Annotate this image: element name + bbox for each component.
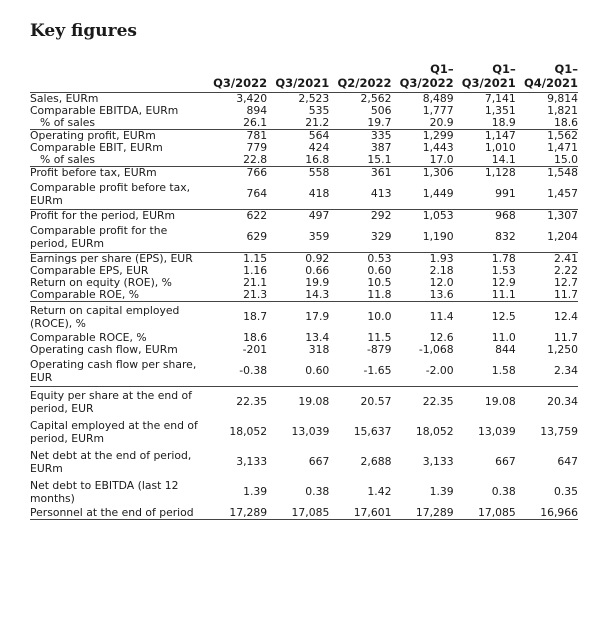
table-cell: 335 (370, 129, 392, 142)
header-corner (30, 62, 205, 93)
row-label: Return on capital employed (ROCE), % (30, 304, 180, 330)
table-cell: 844 (495, 343, 516, 356)
table-cell: 22.35 (422, 395, 454, 408)
table-cell: 329 (370, 230, 392, 243)
row-label: Operating profit, EURm (30, 129, 156, 142)
table-cell: 3,133 (422, 455, 454, 468)
table-cell: 11.8 (367, 288, 392, 301)
table-cell: -1,068 (418, 343, 454, 356)
row-label: Comparable profit for the period, EURm (30, 224, 168, 250)
column-header-line: Q3/2021 (275, 76, 330, 90)
table-cell: 1.39 (429, 485, 454, 498)
table-row (30, 289, 578, 302)
table-cell: 11.1 (491, 288, 516, 301)
table-cell: 1,562 (547, 129, 578, 142)
table-row (30, 447, 578, 477)
table-row (30, 302, 578, 333)
table-cell: 18.6 (243, 331, 268, 344)
table-cell: 2,562 (360, 92, 392, 105)
table-cell: 7,141 (484, 92, 516, 105)
table-body (30, 93, 578, 520)
table-cell: -201 (242, 343, 268, 356)
row-label: Operating cash flow, EURm (30, 343, 178, 356)
table-cell: 667 (308, 455, 330, 468)
column-header (391, 62, 453, 93)
table-cell: 14.3 (305, 288, 330, 301)
table-cell: 13.4 (305, 331, 330, 344)
column-header-line: Q1– (430, 62, 454, 76)
table-row (30, 154, 578, 167)
table-cell: 0.60 (367, 264, 392, 277)
table-cell: 1,821 (547, 104, 578, 117)
table-cell: 12.9 (491, 276, 516, 289)
table-cell: 781 (246, 129, 268, 142)
key-figures-table (30, 62, 578, 520)
table-cell: 10.0 (367, 310, 392, 323)
table-cell: 12.6 (429, 331, 454, 344)
table-cell: 629 (246, 230, 268, 243)
table-cell: 1,053 (422, 209, 454, 222)
table-cell: 13,039 (478, 425, 516, 438)
table-cell: 3,420 (236, 92, 268, 105)
row-label: Earnings per share (EPS), EUR (30, 252, 193, 265)
table-cell: -0.38 (239, 364, 268, 377)
table-cell: 387 (370, 141, 392, 154)
table-cell: 764 (246, 187, 268, 200)
table-cell: 18,052 (229, 425, 268, 438)
table-cell: 1.78 (491, 252, 516, 265)
table-cell: 20.34 (547, 395, 578, 408)
table-cell: 1,307 (547, 209, 578, 222)
table-cell: 12.5 (491, 310, 516, 323)
table-cell: -2.00 (425, 364, 454, 377)
row-label: Comparable EBITDA, EURm (30, 104, 179, 117)
row-label: Capital employed at the end of period, EURm (30, 419, 198, 445)
row-label: Net debt at the end of period, EURm (30, 449, 192, 475)
table-cell: 21.3 (243, 288, 268, 301)
table-cell: 17,085 (291, 506, 330, 519)
table-cell: 8,489 (422, 92, 454, 105)
table-cell: 11.5 (367, 331, 392, 344)
table-cell: 0.53 (367, 252, 392, 265)
table-cell: 667 (495, 455, 516, 468)
table-cell: 1,548 (547, 166, 578, 179)
column-header-line: Q2/2022 (337, 76, 392, 90)
table-cell: 17,601 (353, 506, 392, 519)
column-header-line: Q3/2021 (461, 76, 516, 90)
table-cell: 418 (308, 187, 330, 200)
table-cell: 18.6 (553, 116, 578, 129)
table-cell: 894 (246, 104, 268, 117)
table-cell: 0.66 (305, 264, 330, 277)
table-row (30, 210, 578, 223)
table-cell: 1.39 (243, 485, 268, 498)
page-title: Key figures (30, 21, 137, 41)
table-cell: 2.18 (429, 264, 454, 277)
column-header (267, 62, 329, 93)
table-row (30, 507, 578, 520)
table-row (30, 344, 578, 356)
table-cell: 10.5 (367, 276, 392, 289)
row-label: Net debt to EBITDA (last 12 months) (30, 479, 179, 505)
table-cell: 2,688 (360, 455, 392, 468)
table-cell: 564 (308, 129, 330, 142)
table-cell: 1,190 (422, 230, 454, 243)
table-cell: 0.38 (491, 485, 516, 498)
table-cell: 11.4 (429, 310, 454, 323)
table-cell: 15.1 (367, 153, 392, 166)
header-row (30, 62, 578, 93)
table-cell: 18,052 (415, 425, 454, 438)
table-cell: 1,777 (422, 104, 454, 117)
table-row (30, 356, 578, 387)
table-cell: 2.22 (553, 264, 578, 277)
table-cell: 535 (308, 104, 330, 117)
table-cell: 13,759 (540, 425, 578, 438)
table-row (30, 179, 578, 210)
table-cell: 0.35 (553, 485, 578, 498)
table-cell: 20.57 (360, 395, 392, 408)
row-label: Comparable EPS, EUR (30, 264, 149, 277)
table-cell: 12.0 (429, 276, 454, 289)
row-label: Comparable ROE, % (30, 288, 140, 301)
table-cell: 22.8 (243, 153, 268, 166)
table-cell: 766 (246, 166, 268, 179)
table-cell: 12.7 (553, 276, 578, 289)
table-cell: 1,351 (484, 104, 516, 117)
table-cell: 3,133 (236, 455, 268, 468)
row-label: Personnel at the end of period (30, 506, 194, 519)
table-cell: 17.0 (429, 153, 454, 166)
table-cell: 2.34 (553, 364, 578, 377)
row-label: Comparable ROCE, % (30, 331, 147, 344)
table-cell: 13.6 (429, 288, 454, 301)
table-cell: 1,449 (422, 187, 454, 200)
table-cell: 17.9 (305, 310, 330, 323)
table-cell: 9,814 (547, 92, 578, 105)
table-cell: 18.9 (491, 116, 516, 129)
table-cell: 1.58 (491, 364, 516, 377)
row-label: Equity per share at the end of period, EUR (30, 389, 192, 415)
table-cell: 1.42 (367, 485, 392, 498)
column-header (205, 62, 267, 93)
row-label: Return on equity (ROE), % (30, 276, 172, 289)
table-cell: 497 (308, 209, 330, 222)
table-cell: 1,299 (422, 129, 454, 142)
table-cell: -1.65 (363, 364, 392, 377)
table-cell: 1,204 (547, 230, 578, 243)
table-row (30, 117, 578, 130)
table-cell: 1,250 (547, 343, 578, 356)
table-cell: 1.16 (243, 264, 268, 277)
row-label: % of sales (40, 153, 96, 166)
table-cell: 1.53 (491, 264, 516, 277)
column-header-line: Q3/2022 (213, 76, 268, 90)
table-cell: 318 (308, 343, 330, 356)
table-cell: 14.1 (491, 153, 516, 166)
table-cell: 292 (370, 209, 392, 222)
table-cell: 17,289 (415, 506, 454, 519)
row-label: Comparable EBIT, EURm (30, 141, 163, 154)
table-cell: 622 (246, 209, 268, 222)
table-cell: 413 (370, 187, 392, 200)
table-cell: 21.2 (305, 116, 330, 129)
table-cell: 558 (308, 166, 330, 179)
table-cell: 647 (557, 455, 578, 468)
table-cell: 16,966 (540, 506, 578, 519)
column-header (454, 62, 516, 93)
column-header-line: Q4/2021 (524, 76, 578, 90)
table-cell: 968 (495, 209, 516, 222)
row-label: Comparable profit before tax, EURm (30, 181, 191, 207)
table-cell: 15,637 (353, 425, 392, 438)
table-cell: 13,039 (291, 425, 330, 438)
row-label: Operating cash flow per share, EUR (30, 358, 197, 384)
table-cell: 1,471 (547, 141, 578, 154)
table-cell: 22.35 (236, 395, 268, 408)
table-cell: 1,147 (484, 129, 516, 142)
table-cell: 17,289 (229, 506, 268, 519)
table-cell: 16.8 (305, 153, 330, 166)
row-label: Sales, EURm (30, 92, 99, 105)
table-cell: 19.9 (305, 276, 330, 289)
table-row (30, 167, 578, 180)
row-label: % of sales (40, 116, 96, 129)
table-cell: 779 (246, 141, 268, 154)
table-cell: 1,010 (484, 141, 516, 154)
table-cell: 11.0 (491, 331, 516, 344)
table-cell: 19.7 (367, 116, 392, 129)
table-cell: 20.9 (429, 116, 454, 129)
table-cell: 19.08 (298, 395, 330, 408)
table-row (30, 222, 578, 253)
column-header-line: Q1– (554, 62, 578, 76)
table-cell: 424 (308, 141, 330, 154)
table-cell: 19.08 (484, 395, 516, 408)
table-cell: 1,306 (422, 166, 454, 179)
column-header-line: Q3/2022 (399, 76, 454, 90)
table-cell: 359 (308, 230, 330, 243)
table-cell: 1.15 (243, 252, 268, 265)
table-cell: 1,443 (422, 141, 454, 154)
table-cell: 18.7 (243, 310, 268, 323)
table-cell: 1.93 (429, 252, 454, 265)
column-header (329, 62, 391, 93)
table-row (30, 417, 578, 447)
row-label: Profit before tax, EURm (30, 166, 157, 179)
table-cell: 0.60 (305, 364, 330, 377)
table-cell: 506 (370, 104, 392, 117)
table-cell: 15.0 (553, 153, 578, 166)
table-cell: 17,085 (478, 506, 516, 519)
table-cell: 11.7 (553, 331, 578, 344)
table-cell: 0.38 (305, 485, 330, 498)
table-cell: -879 (366, 343, 392, 356)
table-cell: 1,457 (547, 187, 578, 200)
table-row (30, 387, 578, 418)
column-header (516, 62, 578, 93)
table-cell: 11.7 (553, 288, 578, 301)
table-cell: 26.1 (243, 116, 268, 129)
table-row (30, 477, 578, 507)
table-cell: 2,523 (298, 92, 330, 105)
table-cell: 12.4 (553, 310, 578, 323)
table-cell: 21.1 (243, 276, 268, 289)
table-cell: 1,128 (484, 166, 516, 179)
table-cell: 2.41 (553, 252, 578, 265)
table-cell: 0.92 (305, 252, 330, 265)
table-cell: 832 (495, 230, 516, 243)
table-cell: 361 (370, 166, 392, 179)
table-cell: 991 (495, 187, 516, 200)
column-header-line: Q1– (492, 62, 516, 76)
row-label: Profit for the period, EURm (30, 209, 176, 222)
